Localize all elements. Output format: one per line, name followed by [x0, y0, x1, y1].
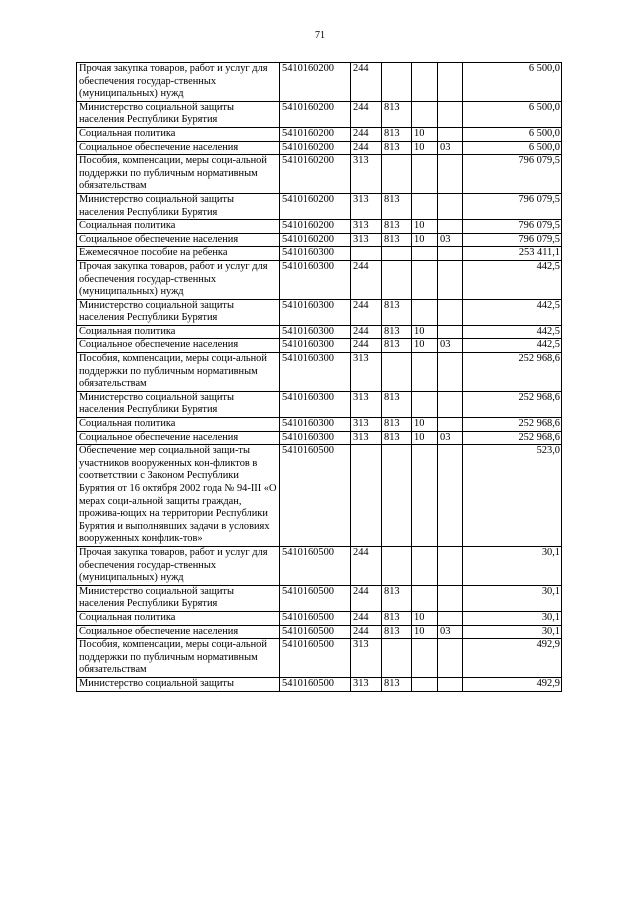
table-row	[77, 63, 562, 102]
subsection-cell: 03	[438, 141, 463, 155]
subsection-cell	[438, 677, 463, 691]
administrator-code-cell: 813	[382, 625, 412, 639]
table-row	[77, 339, 562, 353]
table-row	[77, 445, 562, 547]
expense-type-cell: 313	[351, 639, 382, 678]
item-name-cell: Социальная политика	[77, 127, 280, 141]
subsection-cell: 03	[438, 339, 463, 353]
item-name-cell: Министерство социальной защиты	[77, 677, 280, 691]
subsection-cell	[438, 585, 463, 611]
section-cell	[412, 585, 438, 611]
target-article-cell: 5410160500	[280, 445, 351, 547]
section-cell	[412, 193, 438, 219]
amount-cell: 492,9	[463, 677, 562, 691]
item-name-cell: Прочая закупка товаров, работ и услуг для обеспечения государ-ственных (муниципальных) нужд	[77, 63, 280, 102]
expense-type-cell: 313	[351, 677, 382, 691]
table-row	[77, 220, 562, 234]
target-article-cell: 5410160200	[280, 155, 351, 194]
item-name-cell: Социальное обеспечение населения	[77, 431, 280, 445]
administrator-code-cell	[382, 247, 412, 261]
expense-type-cell	[351, 445, 382, 547]
subsection-cell	[438, 418, 463, 432]
section-cell: 10	[412, 325, 438, 339]
item-name-cell: Министерство социальной защиты населения Республики Бурятия	[77, 585, 280, 611]
table-row	[77, 155, 562, 194]
target-article-cell: 5410160300	[280, 391, 351, 417]
table-row	[77, 585, 562, 611]
target-article-cell: 5410160500	[280, 585, 351, 611]
administrator-code-cell: 813	[382, 325, 412, 339]
subsection-cell	[438, 546, 463, 585]
table-row	[77, 247, 562, 261]
subsection-cell	[438, 193, 463, 219]
amount-cell: 442,5	[463, 325, 562, 339]
section-cell	[412, 445, 438, 547]
expense-type-cell: 313	[351, 220, 382, 234]
table-row	[77, 127, 562, 141]
administrator-code-cell	[382, 639, 412, 678]
table-row	[77, 193, 562, 219]
section-cell: 10	[412, 418, 438, 432]
amount-cell: 252 968,6	[463, 431, 562, 445]
administrator-code-cell: 813	[382, 585, 412, 611]
section-cell: 10	[412, 127, 438, 141]
subsection-cell	[438, 101, 463, 127]
administrator-code-cell: 813	[382, 677, 412, 691]
amount-cell: 796 079,5	[463, 155, 562, 194]
subsection-cell	[438, 639, 463, 678]
administrator-code-cell: 813	[382, 418, 412, 432]
administrator-code-cell	[382, 445, 412, 547]
item-name-cell: Пособия, компенсации, меры соци-альной поддержки по публичным нормативным обязательствам	[77, 353, 280, 392]
page-number: 71	[315, 30, 325, 41]
item-name-cell: Министерство социальной защиты населения Республики Бурятия	[77, 391, 280, 417]
expense-type-cell: 313	[351, 233, 382, 247]
expense-type-cell: 244	[351, 325, 382, 339]
item-name-cell: Пособия, компенсации, меры соци-альной поддержки по публичным нормативным обязательствам	[77, 155, 280, 194]
administrator-code-cell: 813	[382, 233, 412, 247]
amount-cell: 442,5	[463, 339, 562, 353]
subsection-cell	[438, 260, 463, 299]
item-name-cell: Министерство социальной защиты населения Республики Бурятия	[77, 101, 280, 127]
expense-type-cell: 313	[351, 391, 382, 417]
target-article-cell: 5410160500	[280, 546, 351, 585]
section-cell	[412, 247, 438, 261]
amount-cell: 796 079,5	[463, 233, 562, 247]
section-cell: 10	[412, 141, 438, 155]
section-cell	[412, 353, 438, 392]
amount-cell: 6 500,0	[463, 63, 562, 102]
amount-cell: 30,1	[463, 585, 562, 611]
section-cell: 10	[412, 611, 438, 625]
administrator-code-cell	[382, 155, 412, 194]
item-name-cell: Социальная политика	[77, 418, 280, 432]
target-article-cell: 5410160200	[280, 101, 351, 127]
target-article-cell: 5410160500	[280, 625, 351, 639]
amount-cell: 442,5	[463, 260, 562, 299]
section-cell	[412, 260, 438, 299]
table-row	[77, 299, 562, 325]
administrator-code-cell	[382, 353, 412, 392]
administrator-code-cell: 813	[382, 431, 412, 445]
section-cell: 10	[412, 339, 438, 353]
subsection-cell	[438, 611, 463, 625]
item-name-cell: Социальная политика	[77, 325, 280, 339]
section-cell: 10	[412, 233, 438, 247]
target-article-cell: 5410160200	[280, 220, 351, 234]
target-article-cell: 5410160500	[280, 611, 351, 625]
item-name-cell: Министерство социальной защиты населения Республики Бурятия	[77, 299, 280, 325]
expense-type-cell: 244	[351, 260, 382, 299]
amount-cell: 252 968,6	[463, 391, 562, 417]
table-row	[77, 101, 562, 127]
section-cell: 10	[412, 431, 438, 445]
expense-type-cell: 244	[351, 63, 382, 102]
section-cell	[412, 101, 438, 127]
item-name-cell: Социальное обеспечение населения	[77, 141, 280, 155]
target-article-cell: 5410160500	[280, 677, 351, 691]
item-name-cell: Обеспечение мер социальной защи-ты участников вооруженных кон-фликтов в соответствии с Законом Республики Бурятия от 16 октября 2002 года № 94-III «О мерах соци-альной защиты граждан, прожива-ющих на территории Республики Бурятия и выполнявших задачи в условиях вооруженных конфлик-тов»	[77, 445, 280, 547]
target-article-cell: 5410160200	[280, 233, 351, 247]
section-cell	[412, 546, 438, 585]
subsection-cell: 03	[438, 233, 463, 247]
administrator-code-cell: 813	[382, 220, 412, 234]
amount-cell: 492,9	[463, 639, 562, 678]
item-name-cell: Ежемесячное пособие на ребенка	[77, 247, 280, 261]
section-cell	[412, 639, 438, 678]
target-article-cell: 5410160200	[280, 63, 351, 102]
target-article-cell: 5410160200	[280, 127, 351, 141]
item-name-cell: Социальное обеспечение населения	[77, 625, 280, 639]
table-row	[77, 625, 562, 639]
expense-type-cell: 244	[351, 546, 382, 585]
item-name-cell: Министерство социальной защиты населения Республики Бурятия	[77, 193, 280, 219]
amount-cell: 30,1	[463, 625, 562, 639]
administrator-code-cell	[382, 63, 412, 102]
subsection-cell	[438, 325, 463, 339]
table-row	[77, 233, 562, 247]
section-cell: 10	[412, 625, 438, 639]
section-cell: 10	[412, 220, 438, 234]
section-cell	[412, 299, 438, 325]
administrator-code-cell: 813	[382, 391, 412, 417]
expense-type-cell: 313	[351, 353, 382, 392]
table-row	[77, 546, 562, 585]
item-name-cell: Социальное обеспечение населения	[77, 339, 280, 353]
item-name-cell: Прочая закупка товаров, работ и услуг для обеспечения государ-ственных (муниципальных) нужд	[77, 260, 280, 299]
expense-type-cell: 244	[351, 339, 382, 353]
amount-cell: 30,1	[463, 546, 562, 585]
subsection-cell	[438, 247, 463, 261]
target-article-cell: 5410160300	[280, 431, 351, 445]
target-article-cell: 5410160300	[280, 339, 351, 353]
table-row	[77, 677, 562, 691]
administrator-code-cell: 813	[382, 339, 412, 353]
expense-type-cell	[351, 247, 382, 261]
subsection-cell	[438, 63, 463, 102]
item-name-cell: Социальная политика	[77, 220, 280, 234]
subsection-cell	[438, 353, 463, 392]
amount-cell: 30,1	[463, 611, 562, 625]
expense-type-cell: 313	[351, 155, 382, 194]
table-row	[77, 141, 562, 155]
administrator-code-cell	[382, 546, 412, 585]
target-article-cell: 5410160300	[280, 247, 351, 261]
target-article-cell: 5410160300	[280, 325, 351, 339]
expense-type-cell: 244	[351, 299, 382, 325]
amount-cell: 523,0	[463, 445, 562, 547]
table-row	[77, 325, 562, 339]
amount-cell: 252 968,6	[463, 418, 562, 432]
table-row	[77, 611, 562, 625]
subsection-cell	[438, 220, 463, 234]
expense-type-cell: 244	[351, 585, 382, 611]
budget-table	[76, 62, 562, 692]
amount-cell: 6 500,0	[463, 141, 562, 155]
expense-type-cell: 244	[351, 101, 382, 127]
expense-type-cell: 244	[351, 625, 382, 639]
expense-type-cell: 244	[351, 141, 382, 155]
subsection-cell	[438, 391, 463, 417]
administrator-code-cell: 813	[382, 127, 412, 141]
amount-cell: 253 411,1	[463, 247, 562, 261]
amount-cell: 442,5	[463, 299, 562, 325]
item-name-cell: Прочая закупка товаров, работ и услуг для обеспечения государ-ственных (муниципальных) нужд	[77, 546, 280, 585]
budget-table-body	[77, 63, 562, 692]
target-article-cell: 5410160300	[280, 353, 351, 392]
table-row	[77, 391, 562, 417]
amount-cell: 796 079,5	[463, 220, 562, 234]
expense-type-cell: 313	[351, 193, 382, 219]
administrator-code-cell: 813	[382, 611, 412, 625]
subsection-cell: 03	[438, 431, 463, 445]
subsection-cell: 03	[438, 625, 463, 639]
expense-type-cell: 244	[351, 611, 382, 625]
table-row	[77, 418, 562, 432]
amount-cell: 796 079,5	[463, 193, 562, 219]
section-cell	[412, 391, 438, 417]
expense-type-cell: 244	[351, 127, 382, 141]
item-name-cell: Социальная политика	[77, 611, 280, 625]
section-cell	[412, 63, 438, 102]
administrator-code-cell	[382, 260, 412, 299]
target-article-cell: 5410160300	[280, 260, 351, 299]
table-row	[77, 639, 562, 678]
amount-cell: 6 500,0	[463, 101, 562, 127]
item-name-cell: Пособия, компенсации, меры соци-альной поддержки по публичным нормативным обязательствам	[77, 639, 280, 678]
administrator-code-cell: 813	[382, 101, 412, 127]
target-article-cell: 5410160200	[280, 193, 351, 219]
table-row	[77, 431, 562, 445]
subsection-cell	[438, 127, 463, 141]
expense-type-cell: 313	[351, 418, 382, 432]
table-row	[77, 260, 562, 299]
administrator-code-cell: 813	[382, 299, 412, 325]
subsection-cell	[438, 155, 463, 194]
item-name-cell: Социальное обеспечение населения	[77, 233, 280, 247]
target-article-cell: 5410160300	[280, 418, 351, 432]
amount-cell: 6 500,0	[463, 127, 562, 141]
target-article-cell: 5410160500	[280, 639, 351, 678]
section-cell	[412, 677, 438, 691]
administrator-code-cell: 813	[382, 141, 412, 155]
administrator-code-cell: 813	[382, 193, 412, 219]
target-article-cell: 5410160200	[280, 141, 351, 155]
table-row	[77, 353, 562, 392]
subsection-cell	[438, 445, 463, 547]
expense-type-cell: 313	[351, 431, 382, 445]
section-cell	[412, 155, 438, 194]
subsection-cell	[438, 299, 463, 325]
amount-cell: 252 968,6	[463, 353, 562, 392]
target-article-cell: 5410160300	[280, 299, 351, 325]
